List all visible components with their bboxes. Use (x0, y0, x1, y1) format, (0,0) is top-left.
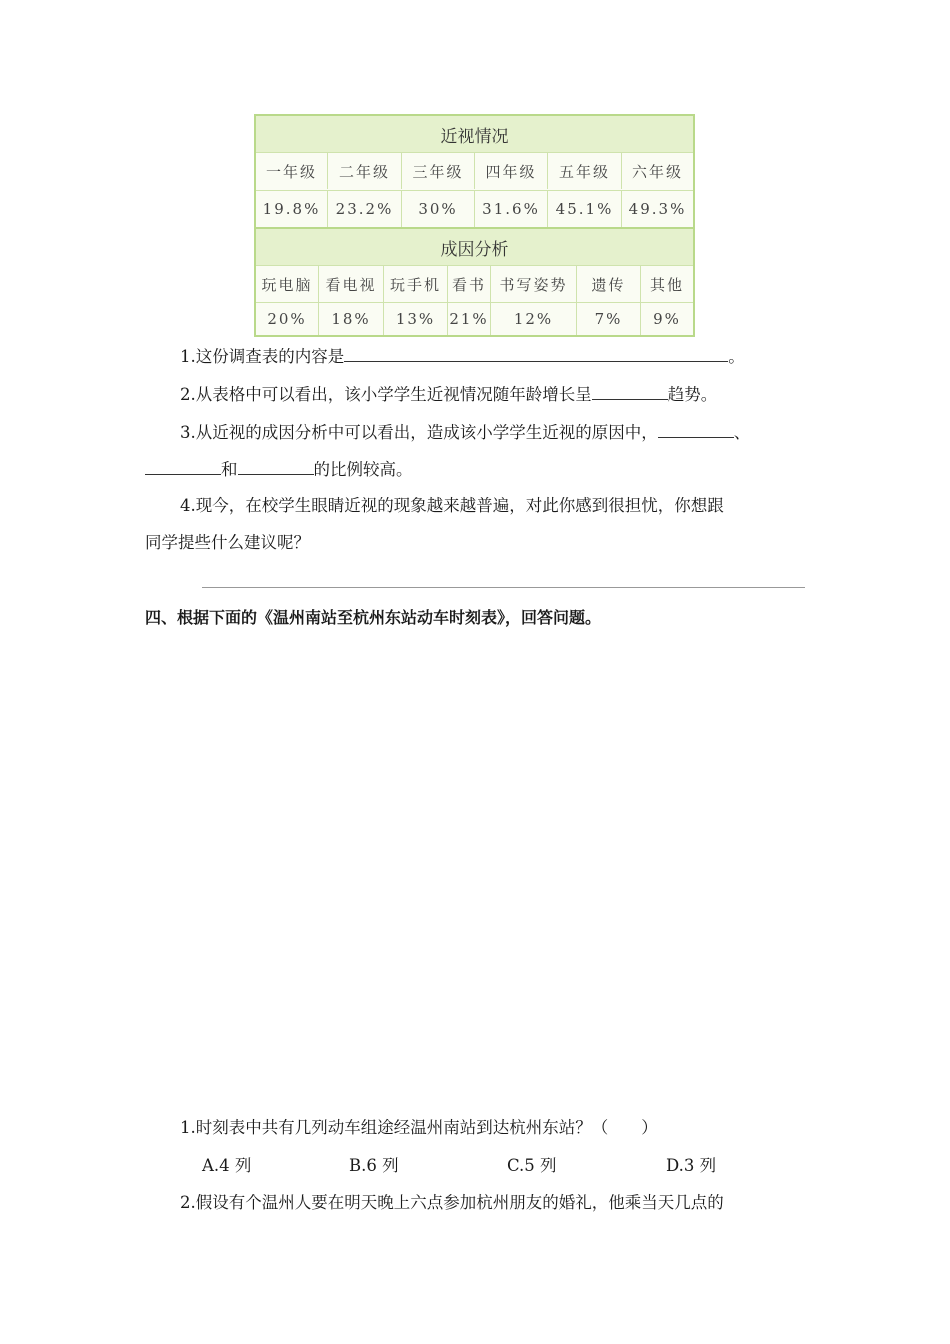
grade-rate-cell: 45.1% (548, 191, 622, 227)
option-b[interactable]: B.6 列 (349, 1156, 399, 1175)
question-3-line-1: 3.从近视的成因分析中可以看出，造成该小学学生近视的原因中， 、 (180, 420, 750, 445)
grade-cell: 四年级 (475, 153, 548, 189)
question-4-line-2: 同学提些什么建议呢？ (145, 533, 310, 552)
section-4-question-1: 1.时刻表中共有几列动车组途经温州南站到达杭州东站？（ ） (180, 1118, 658, 1137)
cause-cell: 玩手机 (384, 266, 448, 302)
cause-cell: 书写姿势 (491, 266, 577, 302)
cause-rate-cell: 18% (319, 303, 384, 335)
question-2: 2.从表格中可以看出，该小学学生近视情况随年龄增长呈 趋势。 (180, 382, 717, 407)
answer-blank[interactable] (344, 344, 728, 362)
grade-header-row (256, 153, 693, 189)
cause-cell: 看书 (448, 266, 491, 302)
cause-title: 成因分析 (256, 229, 693, 265)
answer-blank[interactable] (238, 457, 314, 475)
cause-rate-row (256, 303, 693, 335)
question-1: 1.这份调查表的内容是 。 (180, 344, 745, 369)
myopia-survey-table (254, 114, 695, 337)
cause-cell: 玩电脑 (256, 266, 319, 302)
grade-cell: 六年级 (631, 162, 683, 181)
question-3-line-2: 和 的比例较高。 (145, 457, 413, 482)
grade-cell: 五年级 (548, 153, 622, 189)
cause-cell: 其他 (649, 275, 684, 294)
section-4-question-2: 2.假设有个温州人要在明天晚上六点参加杭州朋友的婚礼，他乘当天几点的 (180, 1193, 724, 1212)
grade-cell: 二年级 (328, 153, 402, 189)
cause-rate-cell: 21% (448, 303, 491, 335)
answer-blank[interactable] (658, 420, 734, 438)
grade-rate-cell: 49.3% (628, 200, 687, 218)
cause-rate-cell: 7% (577, 303, 641, 335)
cause-rate-cell: 13% (384, 303, 448, 335)
option-a[interactable]: A.4 列 (202, 1156, 252, 1175)
cause-rate-cell: 12% (491, 303, 577, 335)
cause-rate-cell: 20% (256, 303, 319, 335)
grade-rate-cell: 23.2% (328, 191, 402, 227)
option-c[interactable]: C.5 列 (507, 1156, 557, 1175)
grade-cell: 一年级 (256, 153, 328, 189)
cause-cell: 看电视 (319, 266, 384, 302)
grade-rate-cell: 31.6% (475, 191, 548, 227)
cause-cell: 遗传 (577, 266, 641, 302)
cause-rate-cell: 9% (653, 310, 681, 328)
grade-cell: 三年级 (402, 153, 475, 189)
section-4-heading: 四、根据下面的《温州南站至杭州东站动车时刻表》，回答问题。 (145, 608, 602, 627)
grade-rate-cell: 19.8% (256, 191, 328, 227)
answer-line[interactable] (202, 587, 805, 588)
myopia-title: 近视情况 (256, 116, 693, 152)
answer-blank[interactable] (592, 382, 668, 400)
question-4-line-1: 4.现今，在校学生眼睛近视的现象越来越普遍，对此你感到很担忧，你想跟 (180, 496, 724, 515)
grade-rate-row (256, 191, 693, 227)
grade-rate-cell: 30% (402, 191, 475, 227)
cause-header-row (256, 266, 693, 302)
option-d[interactable]: D.3 列 (666, 1156, 717, 1175)
answer-blank[interactable] (145, 457, 221, 475)
